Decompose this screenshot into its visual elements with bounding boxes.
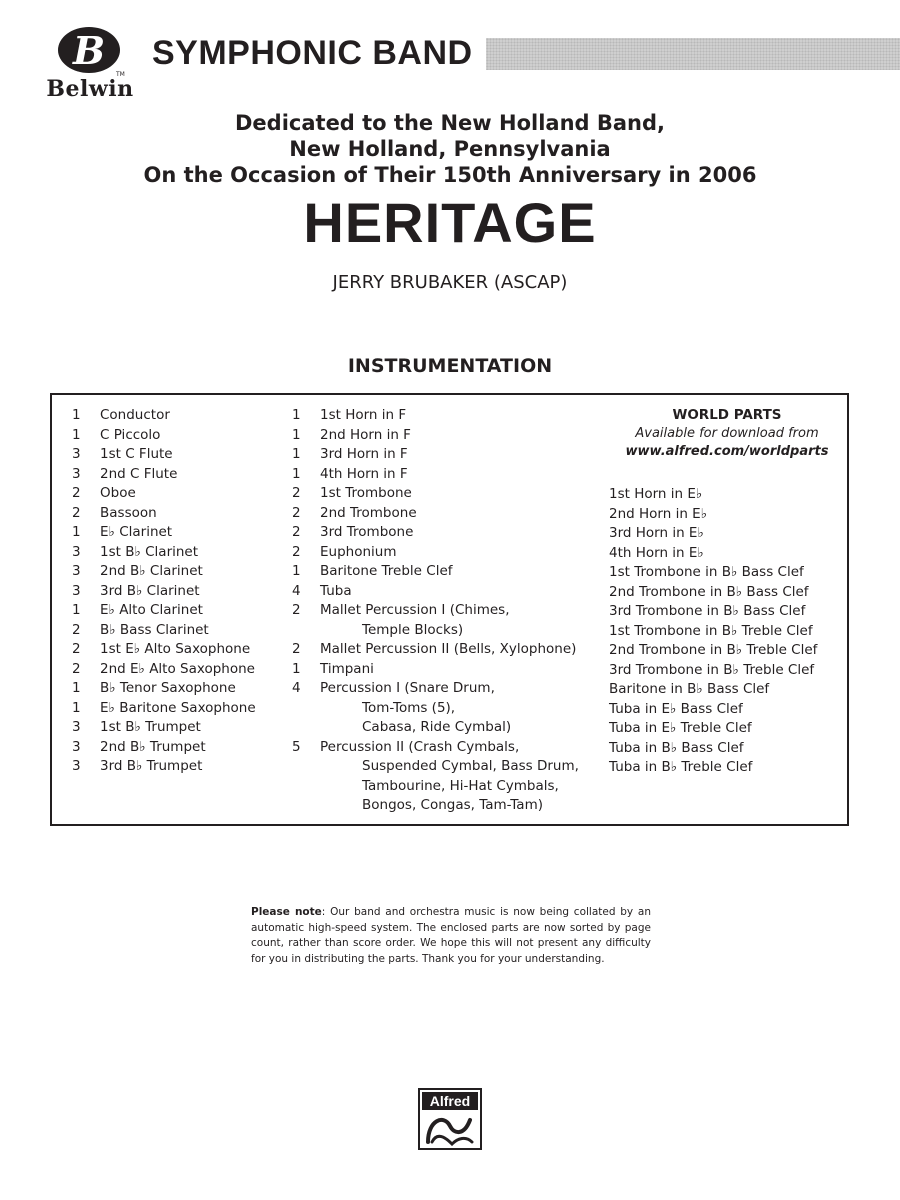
- world-part-item: 1st Trombone in B♭ Treble Clef: [609, 622, 813, 639]
- instrument-name: Conductor: [100, 407, 170, 423]
- instrument-row: [72, 582, 287, 602]
- instrument-row: [72, 406, 287, 426]
- instrument-row: [292, 445, 582, 465]
- instrument-quantity: 1: [292, 563, 301, 579]
- alfred-logo: [418, 1088, 482, 1150]
- instrument-quantity: 2: [292, 602, 301, 618]
- instrument-name: Mallet Percussion II (Bells, Xylophone): [320, 641, 577, 657]
- world-parts-column: [609, 406, 845, 778]
- instrument-name: B♭ Tenor Saxophone: [100, 680, 236, 696]
- instrument-row: [72, 621, 287, 641]
- instrument-row: [292, 406, 582, 426]
- instrument-quantity: 3: [72, 446, 81, 462]
- instrument-name: Oboe: [100, 485, 136, 501]
- instrument-quantity: 3: [72, 543, 81, 560]
- instrument-name: E♭ Baritone Saxophone: [100, 699, 256, 716]
- instrument-quantity: 4: [292, 582, 301, 599]
- world-part-item: 2nd Horn in E♭: [609, 505, 708, 522]
- instrument-row: [292, 484, 582, 504]
- world-part-item: Tuba in E♭ Bass Clef: [609, 700, 743, 717]
- instrument-name: Tambourine, Hi-Hat Cymbals,: [362, 777, 559, 794]
- belwin-b-emblem-icon: [56, 24, 125, 78]
- instrument-row: [72, 465, 287, 485]
- instrumentation-box: [50, 393, 849, 826]
- world-part-item: 3rd Trombone in B♭ Treble Clef: [609, 661, 815, 678]
- instrument-quantity: 2: [292, 504, 301, 521]
- world-part-item: 2nd Trombone in B♭ Bass Clef: [609, 583, 809, 600]
- world-part-item: 2nd Trombone in B♭ Treble Clef: [609, 642, 818, 658]
- instrument-row: [72, 504, 287, 524]
- instrument-quantity: 2: [292, 524, 301, 540]
- svg-text:B: B: [72, 28, 106, 73]
- world-part-item: Baritone in B♭ Bass Clef: [609, 681, 770, 697]
- instrument-row: [72, 699, 287, 719]
- instrument-name: 1st Horn in F: [320, 407, 407, 423]
- world-parts-note: Available for download from: [635, 426, 819, 441]
- instrument-row: [72, 543, 287, 563]
- dedication-line: New Holland, Pennsylvania: [289, 137, 611, 161]
- instrument-row: [72, 738, 287, 758]
- instrument-row: [292, 679, 582, 699]
- instrument-row: [72, 679, 287, 699]
- instrument-column-2: [292, 406, 582, 816]
- piece-title: HERITAGE: [303, 191, 597, 254]
- instrument-name: Percussion II (Crash Cymbals,: [320, 738, 520, 755]
- instrument-quantity: 1: [72, 426, 81, 443]
- composer: JERRY BRUBAKER (ASCAP): [332, 272, 568, 293]
- instrument-quantity: 2: [292, 485, 301, 501]
- instrument-quantity: 1: [72, 680, 81, 696]
- instrument-name: Bongos, Congas, Tam-Tam): [362, 797, 543, 813]
- instrument-row: [292, 601, 582, 621]
- instrument-quantity: 2: [72, 485, 81, 501]
- alfred-emblem-icon: [424, 1112, 476, 1146]
- instrument-row: [292, 777, 582, 797]
- instrument-quantity: 3: [72, 563, 81, 579]
- instrument-quantity: 2: [292, 641, 301, 657]
- instrument-name: Baritone Treble Clef: [320, 563, 453, 579]
- instrument-name: C Piccolo: [100, 426, 161, 443]
- instrument-name: 3rd Horn in F: [320, 446, 408, 462]
- instrument-quantity: 4: [292, 680, 301, 696]
- instrument-row: [292, 738, 582, 758]
- instrument-name: 4th Horn in F: [320, 465, 408, 482]
- world-part-item: 3rd Horn in E♭: [609, 525, 704, 541]
- instrument-row: [292, 796, 582, 816]
- instrument-name: 3rd B♭ Clarinet: [100, 582, 200, 599]
- instrument-name: Tuba: [320, 582, 352, 599]
- instrument-name: 1st C Flute: [100, 446, 173, 462]
- instrument-row: [72, 445, 287, 465]
- instrument-row: [292, 523, 582, 543]
- instrument-row: [72, 718, 287, 738]
- instrument-column-1: [72, 406, 287, 777]
- dedication-line: Dedicated to the New Holland Band,: [235, 111, 665, 135]
- instrument-name: Percussion I (Snare Drum,: [320, 680, 495, 696]
- instrument-quantity: 1: [292, 446, 301, 462]
- world-parts-list: [609, 485, 845, 778]
- instrumentation-heading: INSTRUMENTATION: [347, 355, 553, 377]
- instrument-name: 2nd C Flute: [100, 465, 178, 482]
- instrument-row: [292, 699, 582, 719]
- instrument-quantity: 3: [72, 719, 81, 735]
- instrument-quantity: 1: [292, 660, 301, 677]
- instrument-row: [292, 757, 582, 777]
- belwin-wordmark: Belwin: [46, 76, 134, 102]
- instrument-row: [72, 660, 287, 680]
- world-part-item: 4th Horn in E♭: [609, 544, 704, 561]
- instrument-name: 3rd Trombone: [320, 524, 414, 540]
- svg-text:TM: TM: [116, 71, 125, 78]
- instrument-quantity: 2: [292, 543, 301, 560]
- instrument-row: [292, 504, 582, 524]
- world-parts-heading: WORLD PARTS: [672, 407, 782, 423]
- note-label: Please note: [251, 906, 322, 918]
- instrument-name: Cabasa, Ride Cymbal): [362, 719, 512, 735]
- instrument-quantity: 1: [72, 524, 81, 540]
- alfred-wordmark: Alfred: [422, 1092, 478, 1110]
- instrument-quantity: 1: [72, 602, 81, 618]
- instrument-name: Mallet Percussion I (Chimes,: [320, 602, 510, 618]
- instrument-name: 2nd B♭ Clarinet: [100, 563, 203, 579]
- instrument-name: Timpani: [320, 660, 374, 677]
- instrument-quantity: 3: [72, 738, 81, 755]
- instrument-row: [292, 582, 582, 602]
- world-part-item: 1st Trombone in B♭ Bass Clef: [609, 564, 804, 580]
- instrument-quantity: 2: [72, 621, 81, 638]
- instrument-name: Bassoon: [100, 504, 157, 521]
- series-title: SYMPHONIC BAND: [152, 34, 473, 72]
- instrument-name: E♭ Clarinet: [100, 524, 173, 540]
- instrument-quantity: 2: [72, 504, 81, 521]
- dedication-line: On the Occasion of Their 150th Anniversary in 2006: [143, 163, 757, 187]
- instrument-name: Suspended Cymbal, Bass Drum,: [362, 758, 579, 774]
- instrument-name: 2nd E♭ Alto Saxophone: [100, 660, 255, 677]
- instrument-row: [292, 562, 582, 582]
- instrument-quantity: 1: [292, 465, 301, 482]
- instrument-row: [292, 718, 582, 738]
- world-part-item: 3rd Trombone in B♭ Bass Clef: [609, 603, 806, 619]
- instrument-quantity: 1: [292, 426, 301, 443]
- instrument-row: [72, 601, 287, 621]
- instrument-row: [292, 426, 582, 446]
- instrument-quantity: 3: [72, 758, 81, 774]
- instrument-name: 1st B♭ Trumpet: [100, 719, 201, 735]
- instrument-name: 3rd B♭ Trumpet: [100, 758, 203, 774]
- instrument-quantity: 1: [72, 699, 81, 716]
- series-decorative-bar: [486, 38, 900, 70]
- instrument-row: [292, 465, 582, 485]
- instrument-name: 2nd Trombone: [320, 504, 417, 521]
- instrument-quantity: 1: [292, 407, 301, 423]
- instrument-row: [72, 640, 287, 660]
- instrument-name: 2nd Horn in F: [320, 426, 411, 443]
- instrument-name: E♭ Alto Clarinet: [100, 602, 203, 618]
- instrument-name: 1st E♭ Alto Saxophone: [100, 641, 251, 657]
- belwin-logo: [34, 24, 146, 102]
- dedication: [0, 110, 900, 188]
- world-part-item: 1st Horn in E♭: [609, 486, 703, 502]
- world-part-item: Tuba in B♭ Bass Clef: [609, 739, 744, 756]
- instrument-quantity: 1: [72, 407, 81, 423]
- instrument-quantity: 5: [292, 738, 301, 755]
- instrument-row: [72, 523, 287, 543]
- instrument-row: [72, 426, 287, 446]
- instrument-row: [292, 660, 582, 680]
- world-part-item: Tuba in E♭ Treble Clef: [609, 720, 752, 736]
- instrument-name: B♭ Bass Clarinet: [100, 621, 209, 638]
- instrument-row: [292, 640, 582, 660]
- instrument-row: [72, 757, 287, 777]
- instrument-row: [72, 562, 287, 582]
- collation-note: [251, 905, 651, 967]
- instrument-row: [292, 621, 582, 641]
- instrument-quantity: 3: [72, 582, 81, 599]
- instrument-quantity: 3: [72, 465, 81, 482]
- instrument-row: [292, 543, 582, 563]
- instrument-quantity: 2: [72, 660, 81, 677]
- instrument-name: 1st B♭ Clarinet: [100, 543, 199, 560]
- instrument-row: [72, 484, 287, 504]
- instrument-name: Tom-Toms (5),: [362, 699, 456, 716]
- note-text: : Our band and orchestra music is now being collated by an automatic high-speed system. The enclosed parts are now sorted by page count, rather than score order. We hope this will not present any difficulty for you in distributing the parts. Thank you for your understanding.: [251, 906, 651, 965]
- world-parts-url[interactable]: www.alfred.com/worldparts: [625, 444, 829, 459]
- instrument-name: 1st Trombone: [320, 485, 412, 501]
- instrument-quantity: 2: [72, 641, 81, 657]
- world-part-item: Tuba in B♭ Treble Clef: [609, 759, 753, 775]
- instrument-name: Temple Blocks): [362, 621, 464, 638]
- instrument-name: Euphonium: [320, 543, 397, 560]
- instrument-name: 2nd B♭ Trumpet: [100, 738, 206, 755]
